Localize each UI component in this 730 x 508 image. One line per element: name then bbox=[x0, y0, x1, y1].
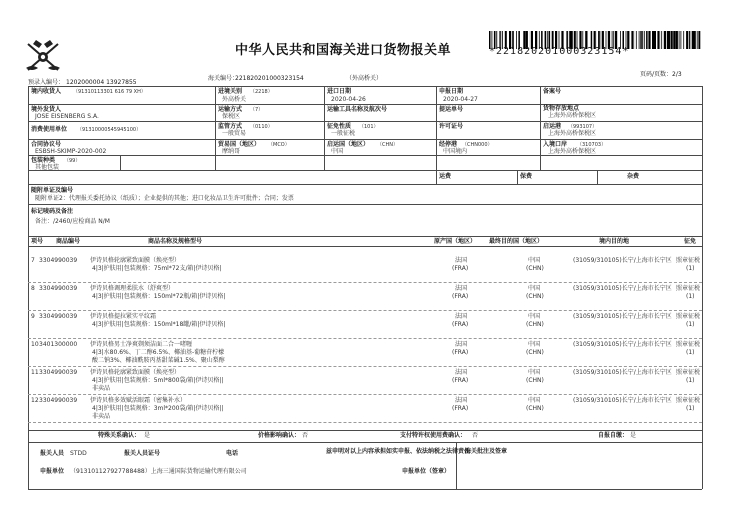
item-destination-code: (CHN) bbox=[526, 349, 544, 356]
row-divider bbox=[28, 394, 702, 395]
via-port-label: 经停港 bbox=[439, 141, 458, 148]
item-district: (31059/310105)长宁/上海市长宁区 bbox=[573, 313, 672, 320]
self-declare-value: 是 bbox=[630, 432, 637, 439]
page-info: 页码/页数：2/3 bbox=[640, 71, 682, 78]
origin-country-code: （CHN） bbox=[377, 142, 398, 148]
item-spec-extra: 非卖品 bbox=[92, 413, 111, 420]
departure-port-label: 启运港 bbox=[543, 123, 562, 130]
legal-statement: 兹申明对以上内容承担如实申报、依法纳税之法律责任 bbox=[326, 448, 471, 455]
shipper-label: 境外发货人 bbox=[31, 106, 62, 113]
item-name: 伊诗贝格轮廓紧致面膜（焕亮型） bbox=[90, 369, 181, 376]
item-district: (31059/310105)长宁/上海市长宁区 bbox=[573, 369, 672, 376]
item-origin-code: (FRA) bbox=[452, 377, 469, 384]
via-port-code: （CHN000） bbox=[462, 142, 493, 148]
item-levy-code: (1) bbox=[686, 405, 695, 412]
item-origin-code: (FRA) bbox=[452, 405, 469, 412]
item-no: 9 bbox=[31, 313, 35, 320]
barcode-bar bbox=[644, 31, 645, 49]
price-impact-value: 否 bbox=[302, 432, 309, 439]
item-district: (31059/310105)长宁/上海市长宁区 bbox=[573, 341, 672, 348]
entry-port-code: （310703） bbox=[577, 142, 607, 148]
col-origin-country: 原产国（地区） bbox=[434, 238, 477, 245]
self-declare-label: 自报自缴： bbox=[598, 432, 629, 439]
barcode-text: *221820201000323154* bbox=[489, 46, 630, 57]
item-destination: 中国 bbox=[528, 313, 541, 320]
col-destination-country: 最终目的国（地区） bbox=[489, 238, 544, 245]
item-destination-code: (CHN) bbox=[526, 405, 544, 412]
entry-customs-label: 进境关别 bbox=[218, 88, 243, 95]
barcode-bar bbox=[671, 31, 672, 49]
barcode-bar bbox=[664, 31, 666, 49]
col-description: 商品名称及规格型号 bbox=[148, 238, 203, 245]
departure-port-value: 上海外高桥保税区 bbox=[548, 130, 597, 137]
item-destination: 中国 bbox=[528, 285, 541, 292]
barcode-bar bbox=[673, 31, 675, 49]
item-no: 8 bbox=[31, 285, 35, 292]
item-destination: 中国 bbox=[528, 369, 541, 376]
special-relation-value: 是 bbox=[144, 432, 151, 439]
agent-label: 申报单位 bbox=[40, 468, 65, 475]
item-no: 12 bbox=[31, 397, 39, 404]
price-impact-label: 价格影响确认： bbox=[258, 432, 301, 439]
item-levy: 照章征税 bbox=[676, 257, 701, 264]
item-destination-code: (CHN) bbox=[526, 265, 544, 272]
item-levy: 照章征税 bbox=[676, 369, 701, 376]
barcode-bar bbox=[648, 31, 650, 49]
item-levy-code: (1) bbox=[686, 321, 695, 328]
entry-port-value: 上海外高桥保税区 bbox=[548, 148, 597, 155]
contract-label: 合同协议号 bbox=[31, 141, 62, 148]
trade-country-value: 摩纳哥 bbox=[222, 148, 241, 155]
item-levy: 照章征税 bbox=[676, 397, 701, 404]
item-origin: 法国 bbox=[455, 313, 468, 320]
declarant-cert-label: 报关人员证号 bbox=[124, 450, 161, 457]
departure-port-code: （993107） bbox=[568, 124, 598, 130]
item-no: 7 bbox=[31, 257, 35, 264]
item-name: 伊诗贝格提拉紧实平纹霜 bbox=[90, 313, 157, 320]
barcode-bar bbox=[690, 31, 691, 49]
trade-country-label: 贸易国（地区） bbox=[218, 141, 261, 148]
docs-value: 随附单证2：代理报关委托协议（纸质）；企业提供的其他；进口化妆品卫生许可批件；合同；发票 bbox=[35, 195, 294, 202]
royalty-value: 否 bbox=[472, 432, 479, 439]
levy-nature-label: 征免性质 bbox=[327, 123, 352, 130]
transport-mode-code: （7） bbox=[250, 107, 264, 113]
barcode-bar bbox=[642, 31, 643, 49]
item-levy-code: (1) bbox=[686, 349, 695, 356]
agent-value: （913101127927788488）上海三通国际货物运输代理有限公司 bbox=[70, 468, 247, 475]
customs-notes-label: 海关批注及签章 bbox=[465, 448, 508, 455]
royalty-label: 支付特许权使用费确认： bbox=[400, 432, 467, 439]
transport-mode-label: 运输方式 bbox=[218, 106, 243, 113]
barcode-bar bbox=[683, 31, 684, 49]
barcode-bar bbox=[699, 31, 701, 49]
item-hs-code: 3304990039 bbox=[39, 397, 78, 404]
item-name: 伊诗贝格多效赋活眼霜（密集补水） bbox=[90, 397, 187, 404]
item-levy-code: (1) bbox=[686, 265, 695, 272]
customs-number-label: 海关编号： bbox=[208, 75, 239, 82]
barcode-bar bbox=[679, 31, 680, 49]
item-origin-code: (FRA) bbox=[452, 293, 469, 300]
item-destination: 中国 bbox=[528, 341, 541, 348]
item-levy-code: (1) bbox=[686, 377, 695, 384]
consumer-label: 消费使用单位 bbox=[31, 126, 68, 133]
col-domestic-destination: 境内目的地 bbox=[599, 238, 630, 245]
license-label: 许可证号 bbox=[439, 123, 464, 130]
item-destination: 中国 bbox=[528, 257, 541, 264]
item-destination-code: (CHN) bbox=[526, 377, 544, 384]
item-origin: 法国 bbox=[455, 397, 468, 404]
package-code: （99） bbox=[64, 158, 81, 164]
consumer-code: （91310000545945100） bbox=[77, 127, 142, 133]
barcode-bar bbox=[686, 31, 688, 49]
transport-name-label: 运输工具名称及航次号 bbox=[327, 106, 388, 113]
barcode-bar bbox=[693, 31, 695, 49]
storage-label: 货物存放地点 bbox=[543, 105, 580, 112]
item-hs-code: 3401300000 bbox=[39, 341, 78, 348]
item-hs-code: 3304990039 bbox=[39, 285, 78, 292]
item-origin: 法国 bbox=[455, 285, 468, 292]
item-name: 伊诗贝格轮廓紧致面膜（焕亮型） bbox=[90, 257, 181, 264]
pre-entry-label: 预录入编号： bbox=[28, 79, 65, 86]
item-levy: 照章征税 bbox=[676, 285, 701, 292]
phone-label: 电话 bbox=[226, 450, 239, 457]
item-no: 10 bbox=[31, 341, 39, 348]
shipper-value: JOSE EISENBERG S.A. bbox=[35, 113, 99, 120]
item-origin-code: (FRA) bbox=[452, 265, 469, 272]
item-origin-code: (FRA) bbox=[452, 349, 469, 356]
item-levy-code: (1) bbox=[686, 293, 695, 300]
declarant-label: 报关人员 bbox=[40, 450, 65, 457]
barcode-bar bbox=[654, 31, 656, 49]
special-relation-label: 特殊关系确认： bbox=[98, 432, 141, 439]
item-levy: 照章征税 bbox=[676, 313, 701, 320]
declare-date-label: 申报日期 bbox=[439, 88, 464, 95]
item-name: 伊诗贝格男士净爽剃须洁面二合一啫喱 bbox=[90, 341, 193, 348]
customs-emblem-icon bbox=[22, 38, 64, 76]
consignee-code: （91310113301 616 79 XH） bbox=[73, 89, 146, 95]
levy-nature-code: （101） bbox=[359, 124, 379, 130]
supervision-code: （0110） bbox=[250, 124, 273, 130]
row-divider bbox=[28, 366, 702, 367]
item-name: 伊诗贝格调理柔肤水（舒爽型） bbox=[90, 285, 175, 292]
item-spec-extra: 非卖品 bbox=[92, 385, 111, 392]
storage-value: 上海外高桥保税区 bbox=[548, 112, 597, 119]
import-date: 2020-04-26 bbox=[331, 96, 366, 103]
import-date-label: 进口日期 bbox=[327, 88, 352, 95]
entry-customs-code: （2218） bbox=[250, 89, 273, 95]
barcode-bar bbox=[668, 31, 670, 49]
item-destination: 中国 bbox=[528, 397, 541, 404]
item-destination-code: (CHN) bbox=[526, 321, 544, 328]
trade-country-code: （MCO） bbox=[268, 142, 290, 148]
item-district: (31059/310105)长宁/上海市长宁区 bbox=[573, 397, 672, 404]
customs-location: （外高桥关） bbox=[346, 75, 383, 82]
item-hs-code: 3304990039 bbox=[39, 257, 78, 264]
barcode-bar bbox=[640, 31, 641, 49]
item-destination-code: (CHN) bbox=[526, 293, 544, 300]
item-spec: 4|3|护肤用|包装规格：150ml*72瓶/箱|伊诗贝格| bbox=[92, 293, 226, 300]
entry-port-label: 入境口岸 bbox=[543, 141, 568, 148]
barcode-bar bbox=[646, 31, 648, 49]
item-origin: 法国 bbox=[455, 257, 468, 264]
row-divider bbox=[28, 310, 702, 311]
col-hs-code: 商品编号 bbox=[56, 238, 81, 245]
barcode-bar bbox=[697, 31, 698, 49]
remarks-label: 标记唛码及备注 bbox=[31, 208, 74, 215]
col-levy: 征免 bbox=[684, 238, 697, 245]
item-spec: 4|3|护肤用|包装规格：3ml*200袋/箱|伊诗贝格|| bbox=[92, 405, 224, 412]
item-spec: 4|3|水80.6%、丁二醇6.5%、椰油基-葡糖苷柠檬 bbox=[92, 349, 225, 356]
barcode-bar bbox=[639, 31, 640, 49]
row-divider bbox=[28, 422, 702, 423]
contract-value: ESBSH-SKIMP-2020-002 bbox=[35, 148, 107, 155]
misc-fee-label: 杂费 bbox=[627, 173, 640, 180]
item-origin: 法国 bbox=[455, 341, 468, 348]
consignee-label: 境内收货人 bbox=[31, 88, 62, 95]
filing-number-label: 备案号 bbox=[543, 88, 562, 95]
barcode-bar bbox=[661, 31, 662, 49]
item-district: (31059/310105)长宁/上海市长宁区 bbox=[573, 257, 672, 264]
entry-customs-value: 外高桥关 bbox=[222, 96, 247, 103]
supervision-value: 一般贸易 bbox=[222, 130, 247, 137]
item-origin-code: (FRA) bbox=[452, 321, 469, 328]
row-divider bbox=[28, 282, 702, 283]
bill-of-lading-label: 提运单号 bbox=[439, 106, 464, 113]
declarant-value: STDD bbox=[70, 450, 87, 457]
freight-label: 运费 bbox=[439, 173, 452, 180]
transport-mode-value: 保税区 bbox=[222, 113, 241, 120]
barcode-bar bbox=[672, 31, 673, 49]
item-levy: 照章征税 bbox=[676, 341, 701, 348]
col-item-no: 项号 bbox=[31, 238, 44, 245]
item-hs-code: 3304990039 bbox=[39, 369, 78, 376]
customs-number: 221820201000323154 bbox=[235, 75, 304, 82]
package-label: 包装种类 bbox=[31, 157, 56, 164]
supervision-label: 监管方式 bbox=[218, 123, 243, 130]
barcode-bar bbox=[657, 31, 659, 49]
barcode-bar bbox=[641, 31, 642, 49]
remarks-value: 备注：/2460/应检商品 N/M bbox=[35, 218, 110, 225]
insurance-label: 保费 bbox=[520, 173, 533, 180]
form-title: 中华人民共和国海关进口货物报关单 bbox=[235, 43, 452, 58]
row-divider bbox=[28, 338, 702, 339]
origin-country-label: 启运国（地区） bbox=[327, 141, 370, 148]
item-spec: 4|3|护肤用|包装规格：75ml*72支/箱|伊诗贝格| bbox=[92, 265, 222, 272]
item-spec-extra: 酸二钠3%、椰油酰胺丙基甜菜碱1.5%、聚山梨醇 bbox=[92, 357, 225, 364]
item-origin: 法国 bbox=[455, 369, 468, 376]
item-hs-code: 3304990039 bbox=[39, 313, 78, 320]
item-spec: 4|3|护肤用|包装规格：5ml*800袋/箱|伊诗贝格|| bbox=[92, 377, 224, 384]
item-no: 11 bbox=[31, 369, 39, 376]
origin-country-value: 中国 bbox=[331, 148, 344, 155]
via-port-value: 中国境内 bbox=[443, 148, 468, 155]
agent-seal-label: 申报单位（签章） bbox=[402, 468, 451, 475]
pre-entry-number: 1202000004 13927855 bbox=[66, 79, 137, 86]
levy-nature-value: 一般征税 bbox=[331, 130, 356, 137]
docs-label: 随附单证及编号 bbox=[31, 187, 74, 194]
package-value: 其他包装 bbox=[35, 164, 60, 171]
declare-date: 2020-04-27 bbox=[443, 96, 478, 103]
barcode-bar bbox=[676, 31, 678, 49]
barcode-bar bbox=[631, 31, 633, 49]
barcode-bar bbox=[681, 31, 682, 49]
barcode-bar bbox=[636, 31, 637, 49]
item-spec: 4|3|护肤用|包装规格：150ml*18罐/箱|伊诗贝格| bbox=[92, 321, 226, 328]
barcode-bar bbox=[695, 31, 696, 49]
item-district: (31059/310105)长宁/上海市长宁区 bbox=[573, 285, 672, 292]
